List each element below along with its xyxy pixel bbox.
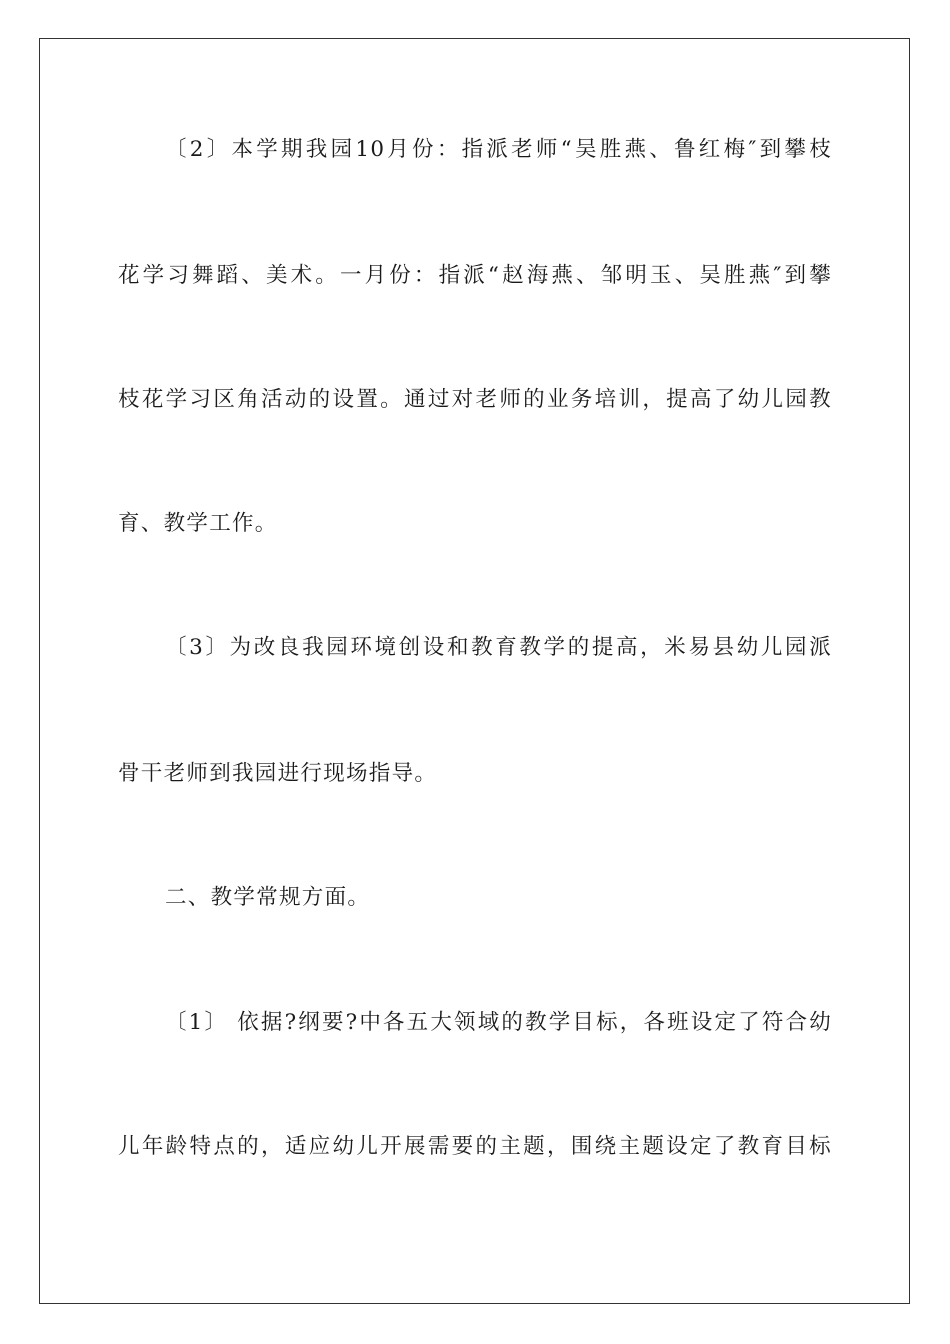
paragraph-line: 〔3〕为改良我园环境创设和教育教学的提高，米易县幼儿园派 <box>165 635 832 660</box>
page-frame <box>39 38 910 1304</box>
paragraph-line: 骨干老师到我园进行现场指导。 <box>118 761 438 786</box>
paragraph-line: 儿年龄特点的，适应幼儿开展需要的主题，围绕主题设定了教育目标 <box>118 1134 832 1159</box>
section-heading: 二、教学常规方面。 <box>165 885 371 910</box>
paragraph-line: 〔1〕 依据?纲要?中各五大领域的教学目标，各班设定了符合幼 <box>165 1010 832 1035</box>
paragraph-line: 〔2〕本学期我园10月份：指派老师“吴胜燕、鲁红梅″到攀枝 <box>165 137 832 162</box>
paragraph-line: 枝花学习区角活动的设置。通过对老师的业务培训，提高了幼儿园教 <box>118 387 832 412</box>
paragraph-line: 花学习舞蹈、美术。一月份：指派“赵海燕、邹明玉、吴胜燕″到攀 <box>118 263 832 288</box>
paragraph-line: 育、教学工作。 <box>118 511 278 536</box>
